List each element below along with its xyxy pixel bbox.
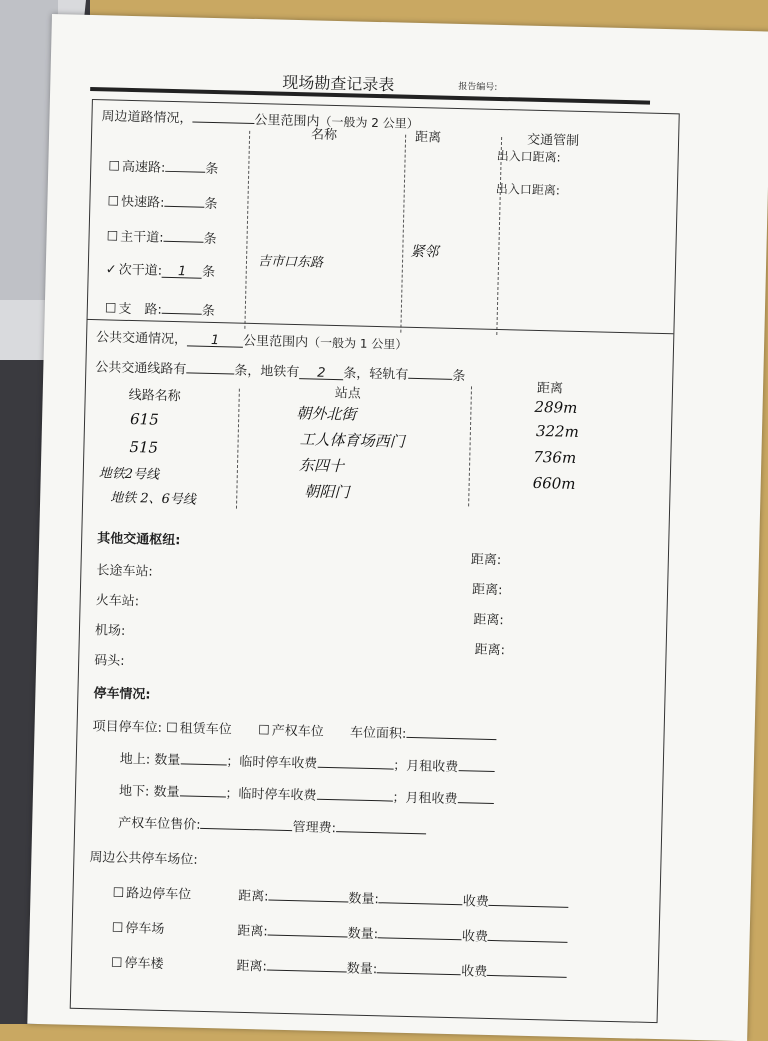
roads-col-distance: 距离 xyxy=(414,129,442,146)
hub-port: 码头: xyxy=(94,653,125,669)
road-row-branch: ☐ 支 路: 条 xyxy=(104,301,216,320)
road-distance-handwritten: 紧邻 xyxy=(410,243,439,261)
road-row-expressway: ☐ 高速路: 条 xyxy=(108,159,219,178)
roads-col-name: 名称 xyxy=(310,127,338,144)
public-parking-heading: 周边公共停车场位: xyxy=(89,850,198,868)
roads-col-traffic: 交通管制 xyxy=(526,132,580,149)
checkbox-icon[interactable]: ☐ xyxy=(257,723,270,739)
hub-distance-2: 距离: xyxy=(471,582,503,599)
roads-heading: 周边道路情况， 公里范围内（一般为 2 公里） xyxy=(101,109,419,131)
checkbox-icon[interactable]: ☐ xyxy=(108,159,121,175)
transit-station-1: 朝外北街 xyxy=(296,404,357,424)
road-row-secondary: ✓ 次干道: 1 条 xyxy=(105,262,216,281)
transit-col-line: 线路名称 xyxy=(128,387,181,405)
transit-line-2: 515 xyxy=(129,438,159,457)
transit-line-3: 地铁2号线 xyxy=(98,466,160,483)
parking-above-row: 地上: 数量 ；临时停车收费 ；月租收费 xyxy=(120,750,495,775)
hub-airport: 机场: xyxy=(94,623,126,639)
parking-sale-row: 产权车位售价: 管理费: xyxy=(118,814,426,838)
transit-line-4: 地铁 2、6号线 xyxy=(110,490,197,508)
page-title: 现场勘查记录表 xyxy=(282,72,395,95)
transit-distance-2: 322m xyxy=(535,421,580,441)
transit-distance-4: 660m xyxy=(532,473,576,493)
transit-distance-3: 736m xyxy=(533,447,577,467)
road-row-main: ☐ 主干道: 条 xyxy=(106,229,217,248)
road-name-handwritten: 吉市口东路 xyxy=(257,254,324,271)
hub-train-station: 火车站: xyxy=(95,593,140,610)
hub-distance-3: 距离: xyxy=(473,612,504,629)
checkbox-icon[interactable]: ☐ xyxy=(107,194,120,210)
transit-station-2: 工人体育场西门 xyxy=(299,430,405,451)
report-number-label: 报告编号: xyxy=(458,81,498,93)
hub-distance-1: 距离: xyxy=(470,552,502,569)
transit-line-1: 615 xyxy=(129,410,159,429)
public-parking-lot: ☐ 停车场 距离: 数量: 收费 xyxy=(112,919,569,946)
hubs-heading: 其他交通枢纽: xyxy=(97,531,181,549)
parking-project-row: 项目停车位: ☐ 租赁车位 ☐ 产权车位 车位面积: xyxy=(92,717,496,743)
checkbox-icon[interactable]: ☐ xyxy=(111,920,124,937)
checkbox-icon[interactable]: ☐ xyxy=(112,885,125,902)
traffic-entry-distance-1: 出入口距离: xyxy=(496,148,561,165)
transit-lines-summary: 公共交通线路有 条，地铁有 2 条，轻轨有 条 xyxy=(95,360,466,385)
transit-station-4: 朝阳门 xyxy=(304,482,350,502)
transit-col-distance: 距离 xyxy=(536,380,564,397)
checkmark-icon[interactable]: ✓ xyxy=(105,262,117,278)
transit-col-station: 站点 xyxy=(334,386,362,402)
public-parking-garage: ☐ 停车楼 距离: 数量: 收费 xyxy=(111,954,568,981)
checkbox-icon[interactable]: ☐ xyxy=(104,301,117,317)
parking-heading: 停车情况: xyxy=(93,686,151,703)
checkbox-icon[interactable]: ☐ xyxy=(106,229,119,245)
transit-station-3: 东四十 xyxy=(298,456,345,476)
road-row-fastway: ☐ 快速路: 条 xyxy=(107,194,218,213)
public-parking-roadside: ☐ 路边停车位 距离: 数量: 收费 xyxy=(112,884,569,911)
hub-bus-station: 长途车站: xyxy=(96,563,153,580)
traffic-entry-distance-2: 出入口距离: xyxy=(495,181,561,198)
checkbox-icon[interactable]: ☐ xyxy=(165,721,178,737)
survey-form-page xyxy=(27,14,768,1041)
checkbox-icon[interactable]: ☐ xyxy=(110,955,123,972)
transit-distance-1: 289m xyxy=(534,397,578,417)
hub-distance-4: 距离: xyxy=(474,642,506,659)
parking-below-row: 地下: 数量 ；临时停车收费 ；月租收费 xyxy=(119,782,494,807)
transit-heading: 公共交通情况， 1 公里范围内（一般为 1 公里） xyxy=(95,330,408,352)
